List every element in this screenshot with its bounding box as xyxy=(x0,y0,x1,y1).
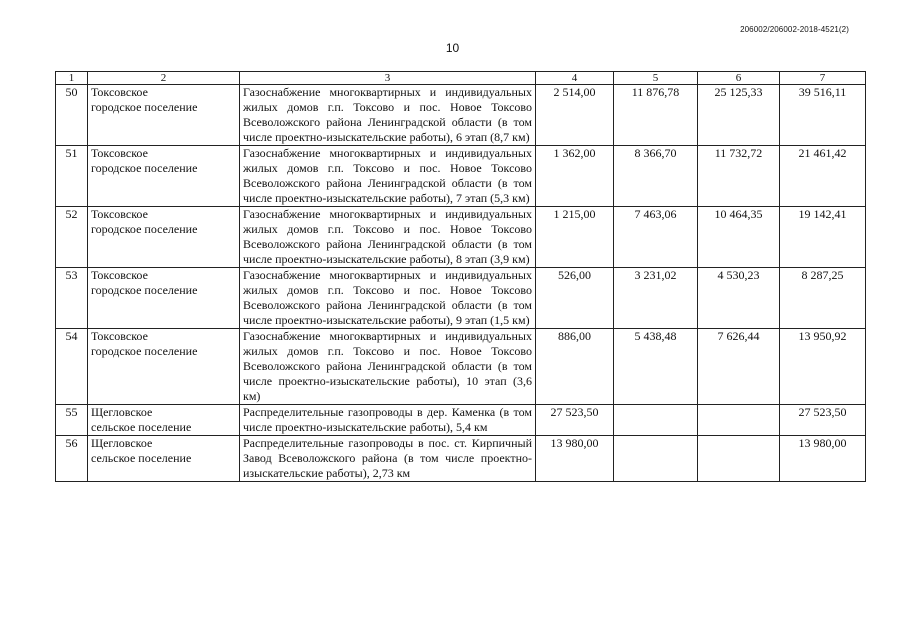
settlement-name: Щегловское xyxy=(91,436,153,450)
settlement-type: городское поселение xyxy=(91,344,198,358)
value-col-4: 13 980,00 xyxy=(536,436,614,482)
table-row xyxy=(56,207,866,268)
column-header-7: 7 xyxy=(780,72,866,85)
settlement-type: городское поселение xyxy=(91,222,198,236)
row-number: 51 xyxy=(56,146,88,207)
settlement-name: Щегловское xyxy=(91,405,153,419)
column-header-5: 5 xyxy=(614,72,698,85)
value-col-6: 10 464,35 xyxy=(698,207,780,268)
value-col-4: 1 215,00 xyxy=(536,207,614,268)
value-col-6 xyxy=(698,436,780,482)
value-col-4: 27 523,50 xyxy=(536,405,614,436)
table-header xyxy=(56,72,866,85)
settlement-type: сельское поселение xyxy=(91,451,192,465)
settlement-cell xyxy=(88,405,240,436)
project-description: Газоснабжение многоквартирных и индивидуальных жилых домов г.п. Токсово и пос. Новое Токсово Всеволожского района Ленинградской области (в том числе проектно-изыскательские работы), 9 этап (1,5 км) xyxy=(240,268,536,329)
value-col-7: 27 523,50 xyxy=(780,405,866,436)
value-col-5: 8 366,70 xyxy=(614,146,698,207)
settlement-cell xyxy=(88,268,240,329)
project-description: Распределительные газопроводы в пос. ст. Кирпичный Завод Всеволожского района (в том числе проектно-изыскательские работы), 2,73 км xyxy=(240,436,536,482)
settlement-type: городское поселение xyxy=(91,100,198,114)
value-col-6: 4 530,23 xyxy=(698,268,780,329)
row-number: 54 xyxy=(56,329,88,405)
project-description: Распределительные газопроводы в дер. Каменка (в том числе проектно-изыскательские работы), 5,4 км xyxy=(240,405,536,436)
header-row xyxy=(56,72,866,85)
settlement-name: Токсовское xyxy=(91,146,148,160)
settlement-cell xyxy=(88,85,240,146)
value-col-4: 886,00 xyxy=(536,329,614,405)
table-row xyxy=(56,85,866,146)
value-col-6: 7 626,44 xyxy=(698,329,780,405)
row-number: 50 xyxy=(56,85,88,146)
column-header-4: 4 xyxy=(536,72,614,85)
table-row xyxy=(56,268,866,329)
value-col-7: 13 950,92 xyxy=(780,329,866,405)
project-description: Газоснабжение многоквартирных и индивидуальных жилых домов г.п. Токсово и пос. Новое Токсово Всеволожского района Ленинградской области (в том числе проектно-изыскательские работы), 6 этап (8,7 км) xyxy=(240,85,536,146)
project-description: Газоснабжение многоквартирных и индивидуальных жилых домов г.п. Токсово и пос. Новое Токсово Всеволожского района Ленинградской области (в том числе проектно-изыскательские работы), 8 этап (3,9 км) xyxy=(240,207,536,268)
value-col-7: 19 142,41 xyxy=(780,207,866,268)
value-col-5: 7 463,06 xyxy=(614,207,698,268)
page-number: 10 xyxy=(445,41,460,55)
settlement-cell xyxy=(88,207,240,268)
settlement-type: городское поселение xyxy=(91,161,198,175)
value-col-5 xyxy=(614,436,698,482)
column-header-6: 6 xyxy=(698,72,780,85)
data-table xyxy=(55,71,866,482)
column-header-3: 3 xyxy=(240,72,536,85)
settlement-type: городское поселение xyxy=(91,283,198,297)
settlement-name: Токсовское xyxy=(91,85,148,99)
value-col-5 xyxy=(614,405,698,436)
table-row xyxy=(56,436,866,482)
value-col-5: 11 876,78 xyxy=(614,85,698,146)
value-col-6 xyxy=(698,405,780,436)
table-body xyxy=(56,85,866,482)
value-col-4: 1 362,00 xyxy=(536,146,614,207)
row-number: 55 xyxy=(56,405,88,436)
row-number: 52 xyxy=(56,207,88,268)
row-number: 56 xyxy=(56,436,88,482)
row-number: 53 xyxy=(56,268,88,329)
table-row xyxy=(56,405,866,436)
settlement-cell xyxy=(88,146,240,207)
value-col-6: 25 125,33 xyxy=(698,85,780,146)
column-header-1: 1 xyxy=(56,72,88,85)
settlement-cell xyxy=(88,436,240,482)
settlement-name: Токсовское xyxy=(91,329,148,343)
settlement-type: сельское поселение xyxy=(91,420,192,434)
value-col-7: 13 980,00 xyxy=(780,436,866,482)
table-row xyxy=(56,146,866,207)
value-col-4: 2 514,00 xyxy=(536,85,614,146)
column-header-2: 2 xyxy=(88,72,240,85)
table-row xyxy=(56,329,866,405)
document-code: 206002/206002-2018-4521(2) xyxy=(740,25,849,34)
value-col-7: 8 287,25 xyxy=(780,268,866,329)
value-col-5: 5 438,48 xyxy=(614,329,698,405)
value-col-6: 11 732,72 xyxy=(698,146,780,207)
project-description: Газоснабжение многоквартирных и индивидуальных жилых домов г.п. Токсово и пос. Новое Токсово Всеволожского района Ленинградской области (в том числе проектно-изыскательские работы), 7 этап (5,3 км) xyxy=(240,146,536,207)
value-col-7: 39 516,11 xyxy=(780,85,866,146)
settlement-name: Токсовское xyxy=(91,207,148,221)
value-col-5: 3 231,02 xyxy=(614,268,698,329)
value-col-4: 526,00 xyxy=(536,268,614,329)
value-col-7: 21 461,42 xyxy=(780,146,866,207)
settlement-name: Токсовское xyxy=(91,268,148,282)
project-description: Газоснабжение многоквартирных и индивидуальных жилых домов г.п. Токсово и пос. Новое Токсово Всеволожского района Ленинградской области (в том числе проектно-изыскательские работы), 10 этап (3,6 км) xyxy=(240,329,536,405)
settlement-cell xyxy=(88,329,240,405)
